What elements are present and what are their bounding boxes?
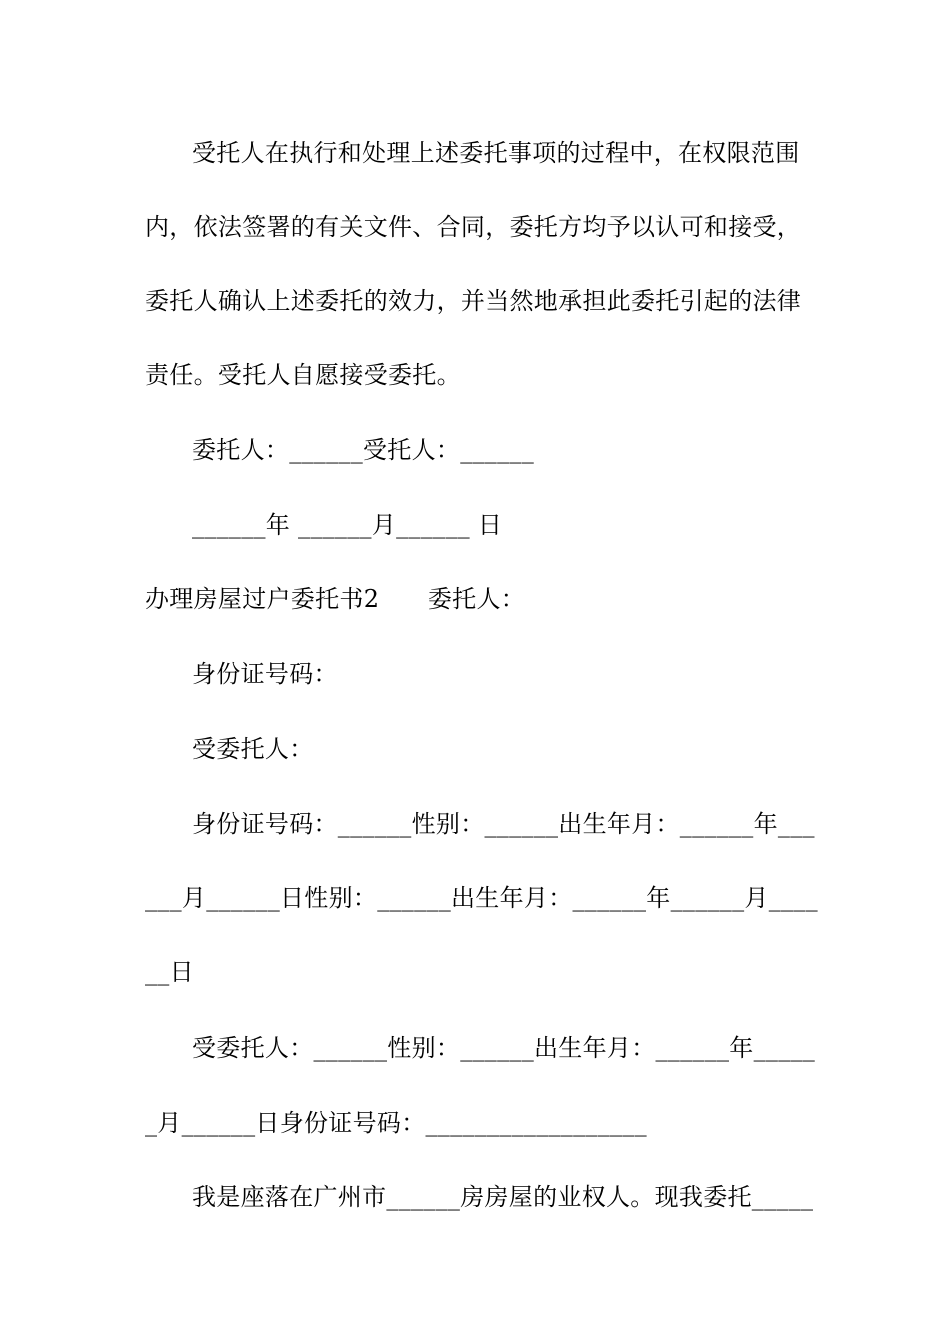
paragraph-1-line-2: 内，依法签署的有关文件、合同，委托方均予以认可和接受， <box>145 213 802 241</box>
paragraph-2-line-3: __日 <box>145 958 194 986</box>
paragraph-1-line-4: 责任。受托人自愿接受委托。 <box>145 361 461 389</box>
date-line: ______年 ______月______ 日 <box>192 511 503 539</box>
paragraph-3-line-1: 受委托人：______性别：______出生年月：______年_____ <box>192 1034 816 1062</box>
signature-line: 委托人：______受托人：______ <box>192 436 534 464</box>
paragraph-4-line-1: 我是座落在广州市______房房屋的业权人。现我委托_____ <box>192 1183 814 1211</box>
paragraph-3-line-2: _月______日身份证号码：__________________ <box>145 1109 647 1137</box>
section-heading: 办理房屋过户委托书2 委托人： <box>145 585 526 613</box>
paragraph-2-line-2: ___月______日性别：______出生年月：______年______月____ <box>145 884 818 912</box>
agent-label: 受委托人： <box>192 735 314 763</box>
paragraph-2-line-1: 身份证号码：______性别：______出生年月：______年___ <box>192 810 815 838</box>
paragraph-1-line-1: 受托人在执行和处理上述委托事项的过程中，在权限范围 <box>192 139 800 167</box>
paragraph-1-line-3: 委托人确认上述委托的效力，并当然地承担此委托引起的法律 <box>145 287 802 315</box>
principal-id-label: 身份证号码： <box>192 660 338 688</box>
